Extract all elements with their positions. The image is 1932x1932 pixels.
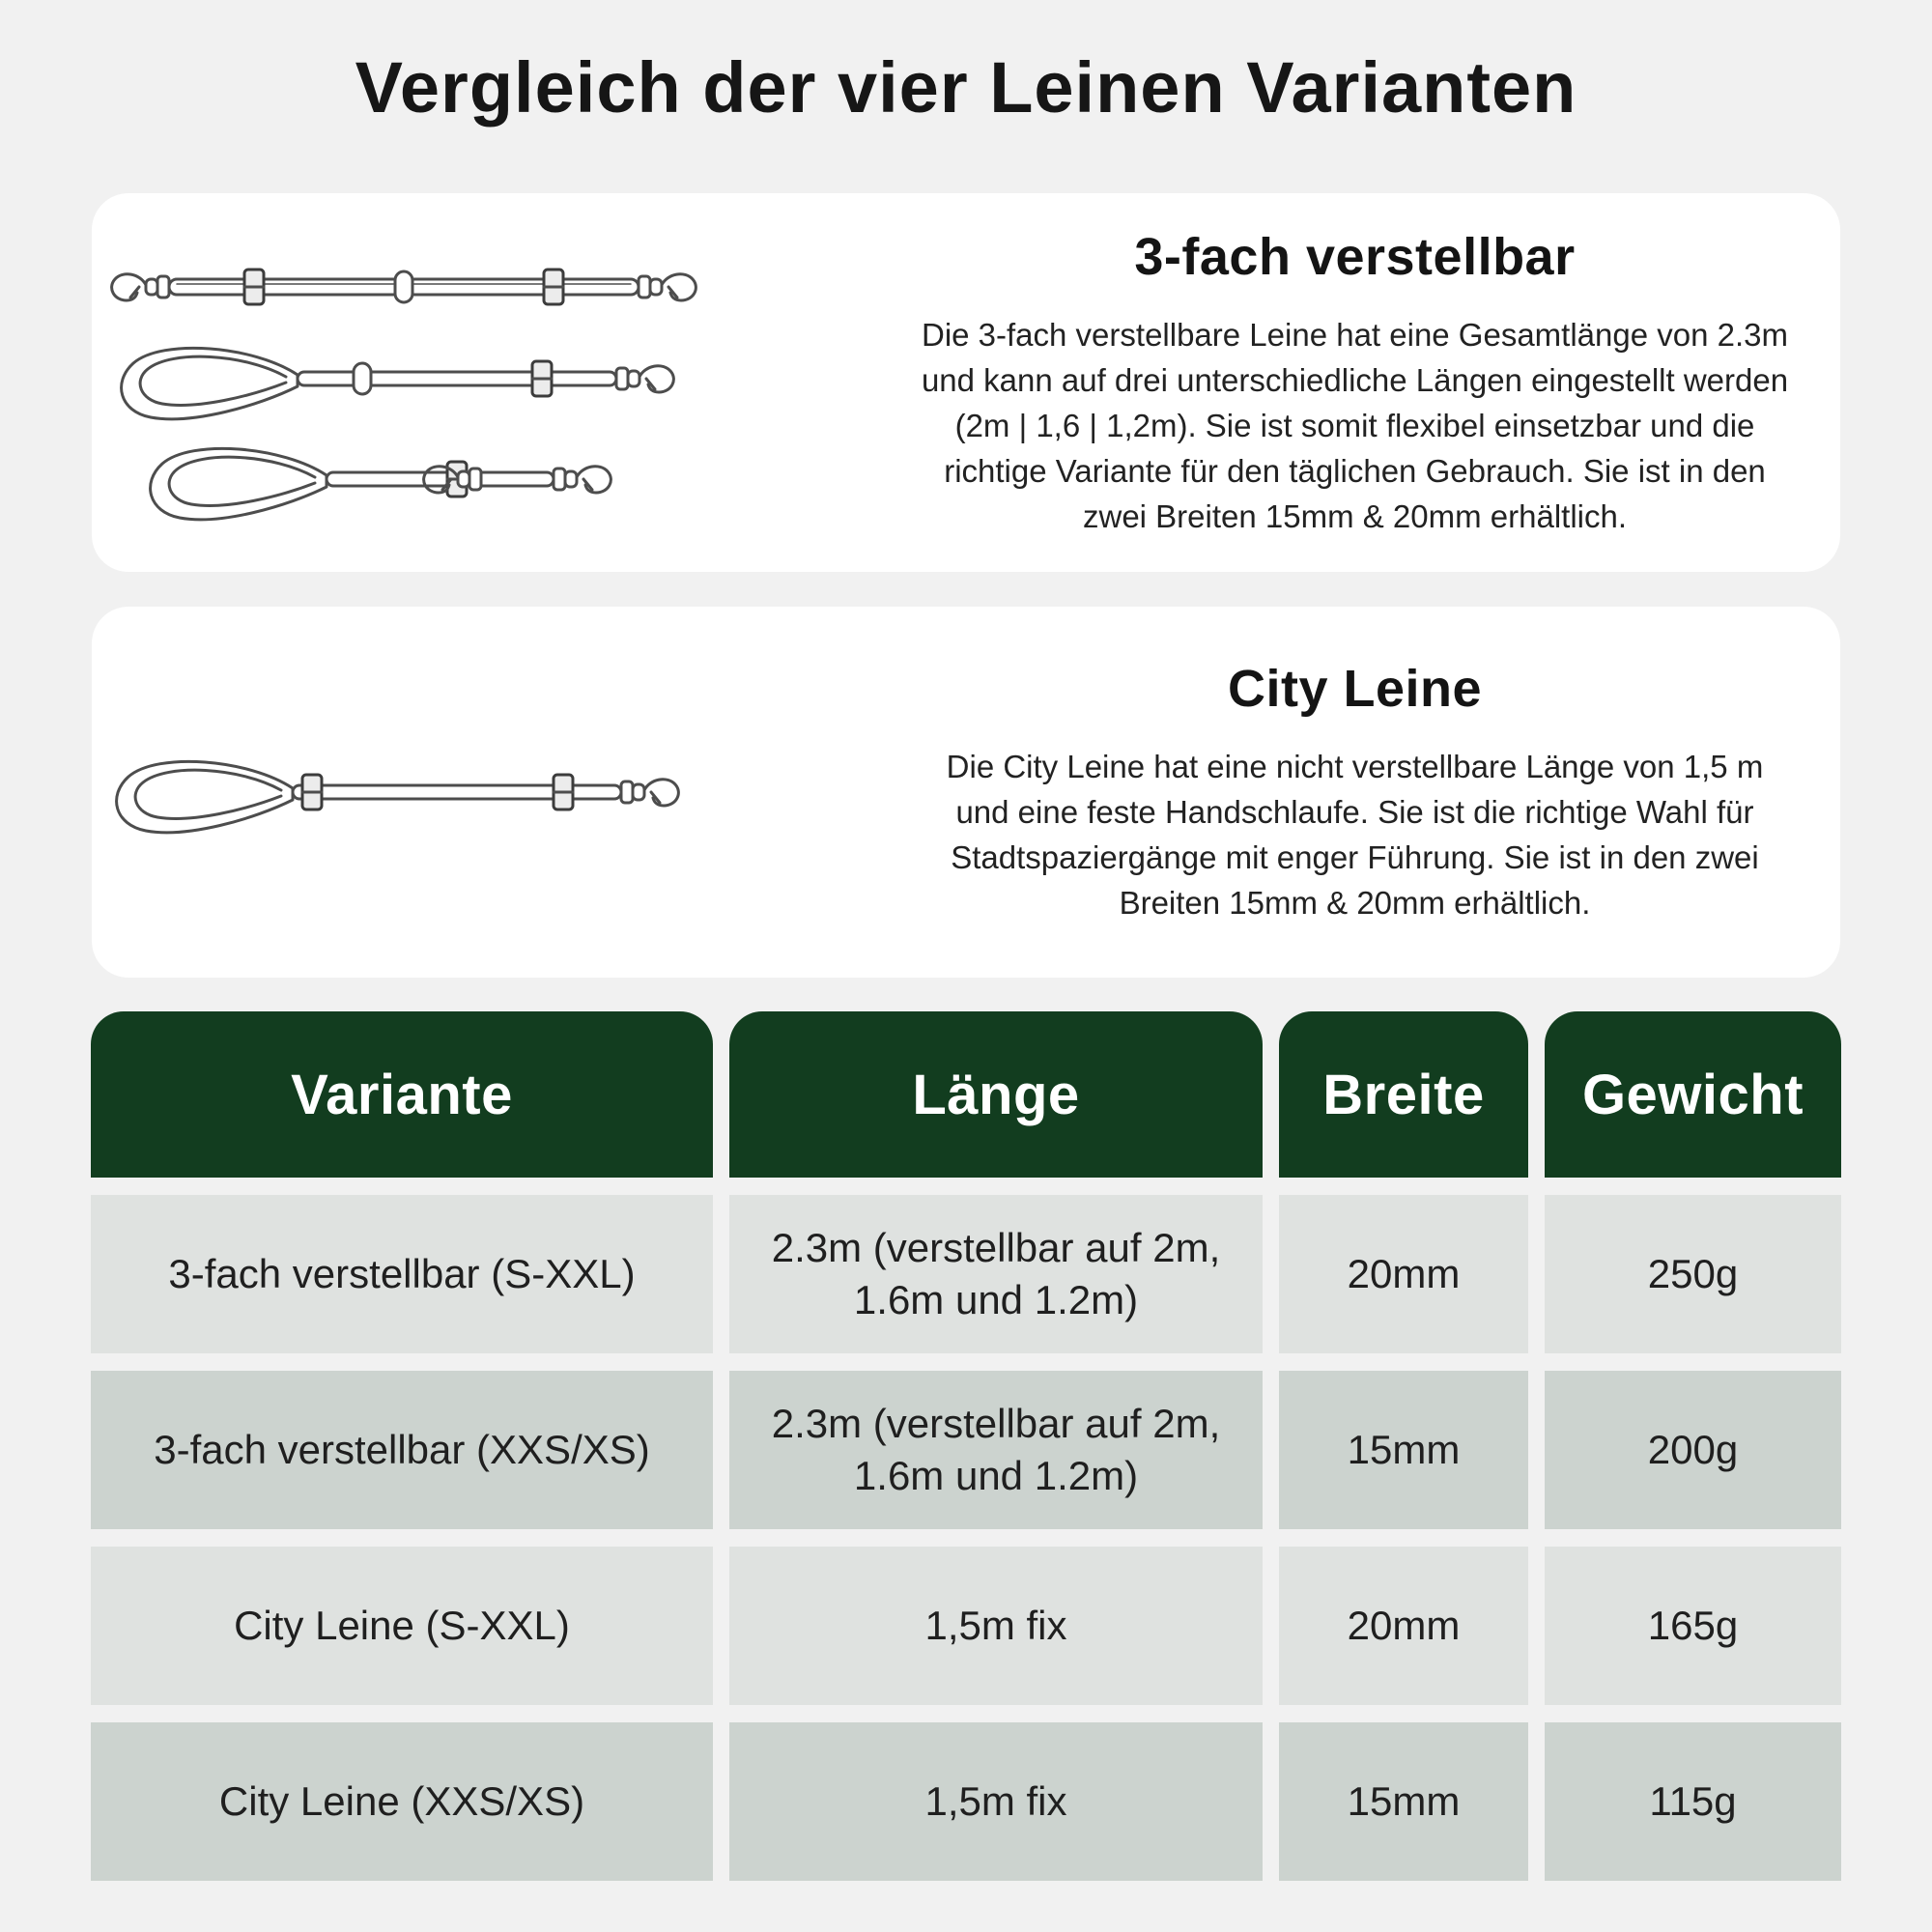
variant-card-adjustable (92, 193, 1840, 572)
column-header-variante: Variante (91, 1011, 713, 1178)
adjustable-leash-short-illustration (109, 431, 698, 527)
variant-card-city (92, 607, 1840, 978)
cell-gewicht: 115g (1545, 1722, 1841, 1881)
card-body-city: Die City Leine hat eine nicht verstellbare Länge von 1,5 m und eine feste Handschlaufe. Sie ist die richtige Wahl für Stadtspaziergänge mit enger Führung. Sie ist in den zwei Breiten 15mm & 20mm erhältlich. (946, 749, 1764, 921)
comparison-table (91, 1011, 1841, 1881)
cell-laenge: 2.3m (verstellbar auf 2m, 1.6m und 1.2m) (729, 1195, 1263, 1353)
cell-laenge: 1,5m fix (729, 1547, 1263, 1705)
adjustable-leash-handle-illustration (109, 330, 698, 427)
cell-variante: City Leine (XXS/XS) (91, 1722, 713, 1881)
cell-breite: 15mm (1279, 1371, 1528, 1529)
card-text-adjustable (918, 193, 1792, 572)
city-leash-illustration (109, 744, 698, 840)
cell-laenge: 1,5m fix (729, 1722, 1263, 1881)
card-heading-adjustable: 3-fach verstellbar (1134, 227, 1576, 286)
cell-breite: 20mm (1279, 1195, 1528, 1353)
city-leash-illustrations (109, 607, 708, 978)
cell-gewicht: 250g (1545, 1195, 1841, 1353)
cell-gewicht: 165g (1545, 1547, 1841, 1705)
cell-variante: City Leine (S-XXL) (91, 1547, 713, 1705)
card-text-city (918, 607, 1792, 978)
cell-breite: 15mm (1279, 1722, 1528, 1881)
column-header-breite: Breite (1279, 1011, 1528, 1178)
adjustable-leash-full-illustration (109, 251, 698, 323)
column-header-laenge: Länge (729, 1011, 1263, 1178)
card-body-adjustable: Die 3-fach verstellbare Leine hat eine Gesamtlänge von 2.3m und kann auf drei unterschiedliche Längen eingestellt werden (2m | 1,6 | 1,2m). Sie ist somit flexibel einsetzbar und die richtige Variante für den täglichen Gebrauch. Sie ist in den zwei Breiten 15mm & 20mm erhältlich. (921, 316, 1789, 534)
cell-gewicht: 200g (1545, 1371, 1841, 1529)
adjustable-leash-illustrations (109, 193, 708, 572)
cell-variante: 3-fach verstellbar (XXS/XS) (91, 1371, 713, 1529)
page-title: Vergleich der vier Leinen Varianten (355, 47, 1577, 128)
cell-variante: 3-fach verstellbar (S-XXL) (91, 1195, 713, 1353)
cell-laenge: 2.3m (verstellbar auf 2m, 1.6m und 1.2m) (729, 1371, 1263, 1529)
card-heading-city: City Leine (1227, 660, 1483, 718)
cell-breite: 20mm (1279, 1547, 1528, 1705)
column-header-gewicht: Gewicht (1545, 1011, 1841, 1178)
